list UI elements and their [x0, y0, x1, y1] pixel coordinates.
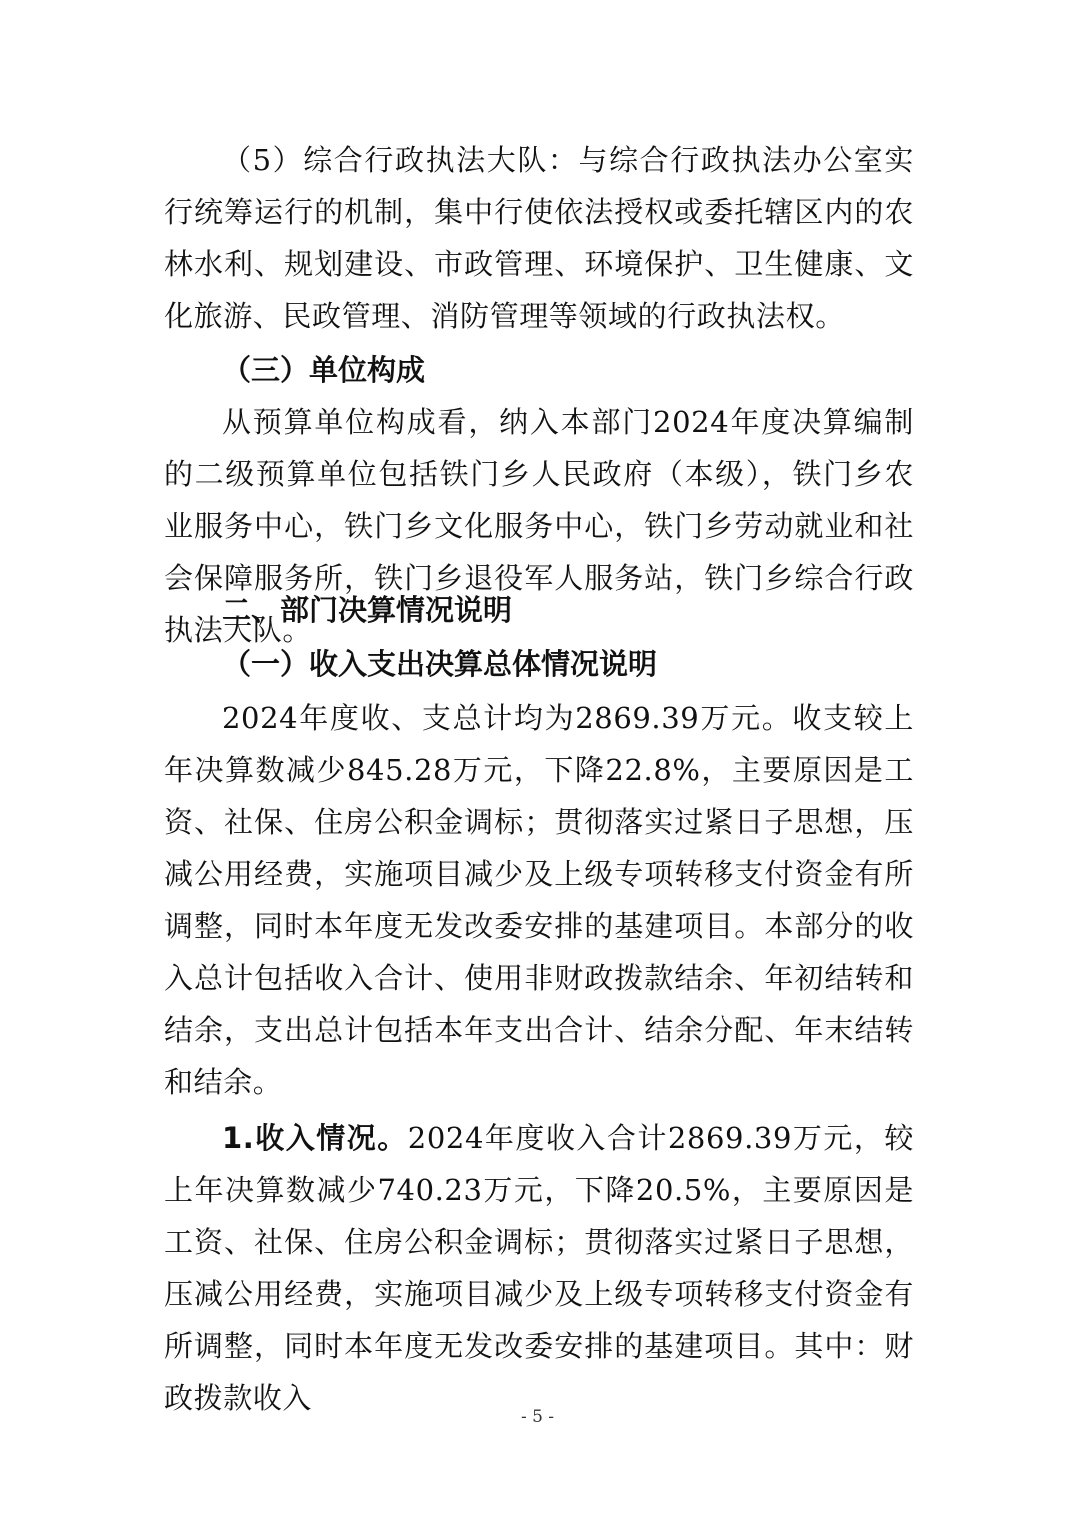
paragraph-income-situation — [164, 1112, 914, 1424]
heading-text: （三）单位构成 — [222, 353, 426, 387]
paragraph-income-expenditure-overview — [164, 692, 914, 1108]
heading-income-expenditure-overview — [164, 638, 914, 690]
income-situation-text: 2024年度收入合计2869.39万元，较上年决算数减少740.23万元，下降20.5%，主要原因是工资、社保、住房公积金调标；贯彻落实过紧日子思想，压减公用经费，实施项目减少及上级专项转移支付资金有所调整，同时本年度无发改委安排的基建项目。其中：财政拨款收入 — [164, 1121, 915, 1415]
page-number: - 5 - — [520, 1407, 555, 1427]
heading-final-accounts — [164, 584, 914, 636]
income-situation-label: 1.收入情况。 — [222, 1121, 408, 1155]
paragraph-text: （5）综合行政执法大队：与综合行政执法办公室实行统筹运行的机制，集中行使依法授权或委托辖区内的农林水利、规划建设、市政管理、环境保护、卫生健康、文化旅游、民政管理、消防管理等领域的行政执法权。 — [164, 143, 914, 333]
heading-text: （一）收入支出决算总体情况说明 — [222, 647, 658, 681]
paragraph-text: 从预算单位构成看，纳入本部门2024年度决算编制的二级预算单位包括铁门乡人民政府（本级），铁门乡农业服务中心，铁门乡文化服务中心，铁门乡劳动就业和社会保障服务所，铁门乡退役军人服务站，铁门乡综合行政执法大队。 — [164, 405, 914, 647]
paragraph-text: 2024年度收、支总计均为2869.39万元。收支较上年决算数减少845.28万元，下降22.8%，主要原因是工资、社保、住房公积金调标；贯彻落实过紧日子思想，压减公用经费，实施项目减少及上级专项转移支付资金有所调整，同时本年度无发改委安排的基建项目。本部分的收入总计包括收入合计、使用非财政拨款结余、年初结转和结余，支出总计包括本年支出合计、结余分配、年末结转和结余。 — [164, 701, 914, 1099]
heading-unit-composition — [164, 344, 914, 396]
paragraph-text — [164, 1112, 914, 1424]
heading-text: 二、部门决算情况说明 — [222, 593, 513, 627]
paragraph-enforcement-team — [164, 134, 914, 342]
